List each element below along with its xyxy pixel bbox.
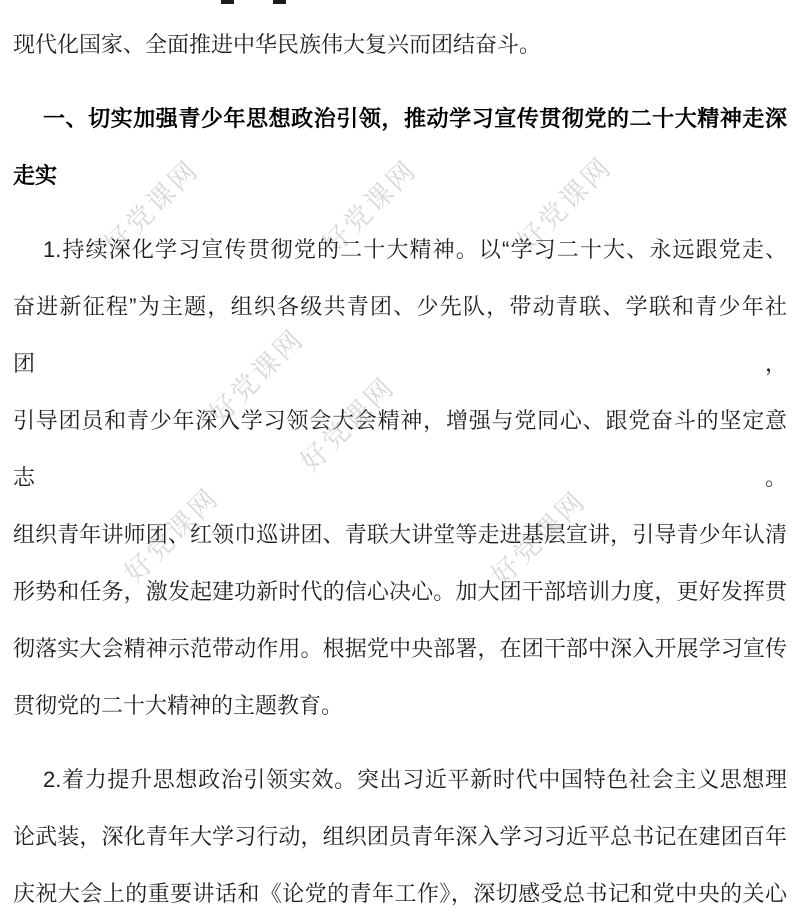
text-line: 2.着力提升思想政治引领实效。突出习近平新时代中国特色社会主义思想理 <box>43 767 787 792</box>
watermark-text: 好党课网 <box>316 154 423 261</box>
text-line: 奋进新征程”为主题，组织各级共青团、少先队，带动青联、学联和青少年社团， <box>13 294 787 376</box>
text-line: 彻落实大会精神示范带动作用。根据党中央部署，在团干部中深入开展学习宣传 <box>13 636 787 661</box>
watermark-text: 好党课网 <box>511 151 618 258</box>
watermark-text: 好党课网 <box>98 154 205 261</box>
text-line: 1.持续深化学习宣传贯彻党的二十大精神。以“学习二十大、永远跟党走、 <box>43 237 787 262</box>
text-line: 组织青年讲师团、红领巾巡讲团、青联大讲堂等走进基层宣讲，引导青少年认清 <box>13 522 787 547</box>
clipped-text-fragment <box>273 0 286 4</box>
text-line: 形势和任务，激发起建功新时代的信心决心。加大团干部培训力度，更好发挥贯 <box>13 579 787 604</box>
heading-line: 走实 <box>13 163 58 188</box>
heading-line: 一、切实加强青少年思想政治引领，推动学习宣传贯彻党的二十大精神走深 <box>43 106 787 131</box>
section-heading <box>13 90 787 204</box>
text-line: 庆祝大会上的重要讲话和《论党的青年工作》，深切感受总书记和党中央的关心 <box>13 881 787 906</box>
paragraph-item-1 <box>13 221 787 734</box>
text-line: 引导团员和青少年深入学习领会大会精神，增强与党同心、跟党奋斗的坚定意志。 <box>13 408 787 490</box>
text-line: 论武装，深化青年大学习行动，组织团员青年深入学习习近平总书记在建团百年 <box>13 824 787 849</box>
clipped-text-fragment <box>221 0 234 4</box>
watermark-text: 好党课网 <box>485 485 592 592</box>
paragraph-continuation <box>13 16 787 73</box>
watermark-text: 好党课网 <box>118 482 225 589</box>
paragraph-item-2 <box>13 751 787 922</box>
text-line: 贯彻党的二十大精神的主题教育。 <box>13 693 344 718</box>
watermark-text: 好党课网 <box>294 371 401 478</box>
watermark-text: 好党课网 <box>203 323 310 430</box>
text-line: 现代化国家、全面推进中华民族伟大复兴而团结奋斗。 <box>13 32 542 57</box>
